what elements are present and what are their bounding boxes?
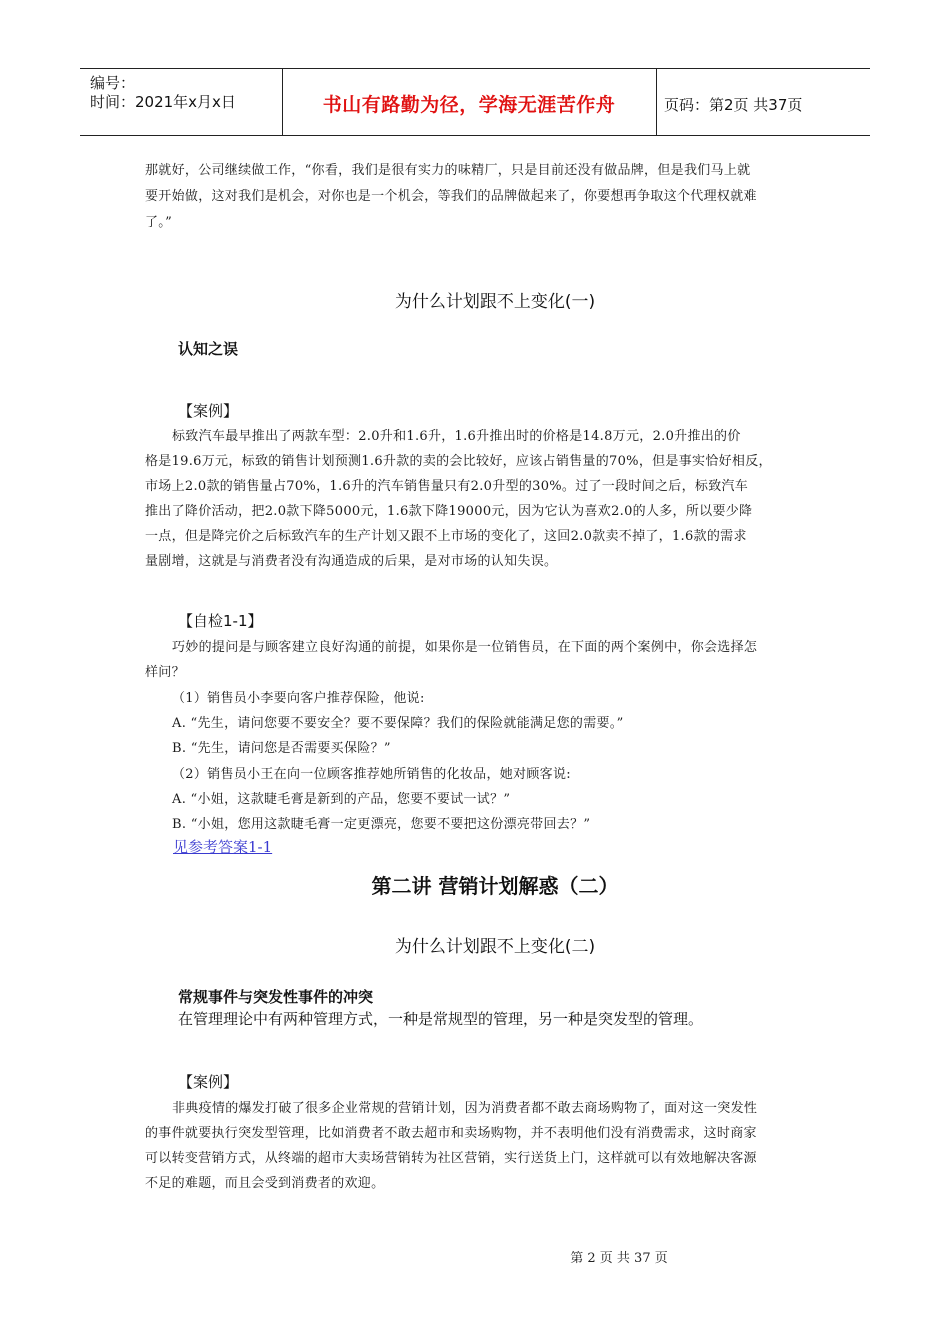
paragraph-line: 市场上2.0款的销售量占70%，1.6升的汽车销售量只有2.0升型的30%。过了一段时间之后，标致汽车 (145, 479, 749, 494)
section2-subheading: 常规事件与突发性事件的冲突 (178, 988, 374, 1006)
paragraph-line: 可以转变营销方式，从终端的超市大卖场营销转为社区营销，实行送货上门，这样就可以有效地解决客源 (145, 1151, 757, 1166)
question-1-option-b: B. “先生，请问您是否需要买保险？” (172, 741, 391, 756)
header-page-label: 页码：第2页 共37页 (664, 96, 803, 114)
paragraph-line: 不足的难题，而且会受到消费者的欢迎。 (145, 1176, 385, 1191)
question-1: （1）销售员小李要向客户推荐保险，他说: (172, 691, 425, 706)
self-check-label: 【自检1-1】 (178, 612, 263, 630)
paragraph-line: 一点，但是降完价之后标致汽车的生产计划又跟不上市场的变化了，这回2.0款卖不掉了，1.6款的需求 (145, 529, 747, 544)
lecture-title: 第二讲 营销计划解惑（二） (371, 874, 619, 898)
paragraph-line: 非典疫情的爆发打破了很多企业常规的营销计划，因为消费者都不敢去商场购物了，面对这一突发性 (172, 1101, 758, 1116)
paragraph-line: 推出了降价活动，把2.0款下降5000元，1.6款下降19000元，因为它认为喜欢2.0的人多，所以要少降 (145, 504, 753, 519)
section2-case-label: 【案例】 (178, 1073, 239, 1091)
header-top-border (80, 68, 870, 69)
page-footer: 第 2 页 共 37 页 (570, 1251, 668, 1266)
section2-intro: 在管理理论中有两种管理方式，一种是常规型的管理，另一种是突发型的管理。 (178, 1010, 704, 1028)
question-2: （2）销售员小王在向一位顾客推荐她所销售的化妆品，她对顾客说: (172, 767, 571, 782)
paragraph-line: 标致汽车最早推出了两款车型：2.0升和1.6升，1.6升推出时的价格是14.8万元，2.0升推出的价 (172, 429, 741, 444)
paragraph-line: 了。” (145, 215, 173, 230)
section1-subheading: 认知之误 (178, 340, 239, 358)
question-2-option-a: A. “小姐，这款睫毛膏是新到的产品，您要不要试一试？” (172, 792, 511, 807)
header-motto: 书山有路勤为径，学海无涯苦作舟 (322, 94, 616, 116)
question-1-option-a: A. “先生，请问您要不要安全？要不要保障？我们的保险就能满足您的需要。” (172, 716, 624, 731)
section1-title: 为什么计划跟不上变化(一) (394, 292, 596, 312)
section2-title: 为什么计划跟不上变化(二) (394, 937, 596, 957)
paragraph-line: 那就好，公司继续做工作，“你看，我们是很有实力的味精厂，只是目前还没有做品牌，但是我们马上就 (145, 163, 751, 178)
paragraph-line: 要开始做，这对我们是机会，对你也是一个机会，等我们的品牌做起来了，你要想再争取这个代理权就难 (145, 189, 757, 204)
answer-reference-link[interactable]: 见参考答案1-1 (173, 838, 273, 856)
document-date-label: 时间：2021年x月x日 (90, 93, 236, 111)
paragraph-line: 量剧增，这就是与消费者没有沟通造成的后果，是对市场的认知失误。 (145, 554, 558, 569)
header-divider-right (656, 68, 657, 136)
paragraph-line: 样问？ (145, 665, 185, 680)
document-number-label: 编号： (90, 74, 136, 92)
paragraph-line: 的事件就要执行突发型管理，比如消费者不敢去超市和卖场购物，并不表明他们没有消费需求，这时商家 (145, 1126, 757, 1141)
paragraph-line: 巧妙的提问是与顾客建立良好沟通的前提，如果你是一位销售员，在下面的两个案例中，你会选择怎 (172, 640, 758, 655)
paragraph-line: 格是19.6万元，标致的销售计划预测1.6升款的卖的会比较好，应该占销售量的70%，但是事实恰好相反， (145, 454, 772, 469)
question-2-option-b: B. “小姐，您用这款睫毛膏一定更漂亮，您要不要把这份漂亮带回去？” (172, 817, 591, 832)
section1-case-label: 【案例】 (178, 402, 239, 420)
header-bottom-border (80, 135, 870, 136)
